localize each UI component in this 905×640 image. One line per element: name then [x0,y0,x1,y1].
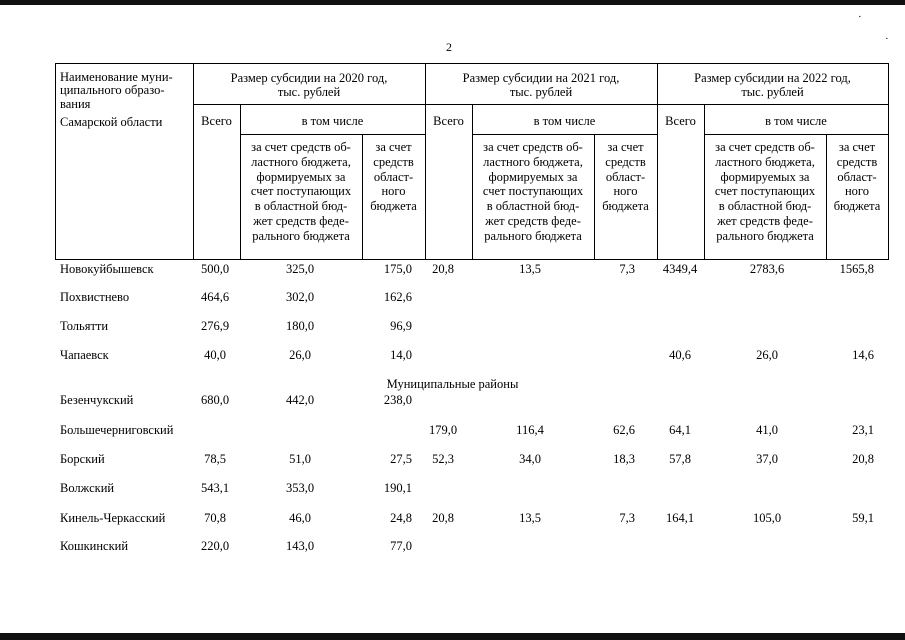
header-bottom-rule [55,259,888,260]
table-top-rule [55,63,888,64]
year-unit: тыс. рублей [741,85,804,99]
cell-value: 180,0 [285,319,315,333]
reg-source-header: средств [373,154,414,169]
incl-header: в том числе [533,114,596,128]
scan-speck: · [858,11,862,23]
cell-value: 77,0 [390,539,412,553]
cell-value: 105,0 [752,511,782,525]
fed-source-header: рального бюджета [716,228,814,243]
cell-value: 13,5 [519,511,541,525]
total-header: Всего [433,114,464,128]
cell-value: 353,0 [285,481,315,495]
cell-value: 116,4 [516,423,544,437]
fed-source-header: ластного бюджета, [483,154,583,169]
fed-source-header: рального бюджета [484,228,582,243]
cell-value: 442,0 [285,393,315,407]
reg-source-header: ного [381,184,406,199]
cell-value: 62,6 [613,423,635,437]
fed-source-header: за счет средств об- [483,140,583,154]
fed-source-header: счет поступающих [250,184,352,199]
cell-value: 40,0 [204,348,226,362]
cell-value: 162,6 [383,290,412,304]
name-column-header: вания [60,96,91,111]
table-right-rule [888,63,889,260]
cell-value: 23,1 [852,423,874,437]
cell-value: 4349,4 [662,262,698,276]
cell-value: 18,3 [613,452,635,466]
fed-source-header: формируемых за [256,169,346,184]
scan-top-edge [0,0,905,5]
cell-value: 57,8 [669,452,691,466]
cell-value: 37,0 [756,452,778,466]
scan-bottom-edge [0,633,905,640]
reg-source-header: за счет [607,140,644,154]
fed-source-header: ластного бюджета, [715,154,815,169]
cell-value: 464,6 [200,290,230,304]
row-name: Безенчукский [60,393,134,407]
scan-speck: · [885,33,889,45]
name-column-header: ципального образо- [60,83,165,98]
cell-value: 500,0 [200,262,230,276]
year-unit: тыс. рублей [277,85,341,99]
cell-value: 26,0 [289,348,311,362]
fed-source-header: за счет средств об- [715,140,815,154]
year-title: Размер субсидии на 2021 год, [462,71,620,85]
cell-value: 14,0 [390,348,412,362]
cell-value: 20,8 [852,452,874,466]
fed-source-header: жет средств феде- [485,214,581,228]
fed-source-header: рального бюджета [252,228,350,243]
fed-source-header: в областной бюд- [486,199,580,214]
year-subheader-rule [657,104,888,105]
reg-source-header: за счет [838,140,876,154]
row-name: Борский [60,452,105,466]
cell-value: 51,0 [289,452,311,466]
cell-value: 64,1 [669,423,691,437]
year-unit: тыс. рублей [509,85,573,99]
reg-source-header: бюджета [602,199,649,214]
cell-value: 70,8 [204,511,226,525]
cell-value: 27,5 [390,452,412,466]
cell-value: 7,3 [619,262,635,276]
cell-value: 40,6 [669,348,691,362]
cell-value: 7,3 [619,511,635,525]
cell-value: 20,8 [432,511,454,525]
cell-value: 14,6 [852,348,874,362]
incl-header: в том числе [765,114,827,128]
cell-value: 20,8 [432,262,454,276]
cell-value: 59,1 [852,511,874,525]
incl-rule [704,134,888,135]
cell-value: 276,9 [200,319,230,333]
total-header: Всего [201,114,232,128]
year-subheader-rule [425,104,657,105]
cell-value: 325,0 [285,262,315,276]
cell-value: 175,0 [383,262,412,276]
cell-value: 46,0 [289,511,311,525]
cell-value: 680,0 [200,393,230,407]
fed-source-header: жет средств феде- [253,214,349,228]
reg-source-header: област- [837,169,877,184]
cell-value: 26,0 [756,348,778,362]
cell-value: 34,0 [519,452,541,466]
cell-value: 220,0 [200,539,230,553]
row-name: Большечерниговский [60,423,174,437]
section-title: Муниципальные районы [386,377,519,391]
row-name: Кинель-Черкасский [60,511,166,525]
cell-value: 13,5 [519,262,541,276]
year-title: Размер субсидии на 2022 год, [694,71,851,85]
year-title: Размер субсидии на 2020 год, [230,71,388,85]
row-name: Тольятти [60,319,109,333]
fed-source-header: в областной бюд- [718,199,812,214]
fed-source-header: в областной бюд- [254,199,348,214]
reg-source-header: бюджета [370,199,417,214]
cell-value: 52,3 [432,452,454,466]
reg-source-header: средств [836,154,878,169]
page-number: 2 [446,40,452,54]
incl-header: в том числе [301,114,364,128]
table-left-rule [55,63,56,260]
name-column-header: Самарской области [60,115,163,130]
fed-source-header: формируемых за [488,169,578,184]
cell-value: 78,5 [204,452,226,466]
row-name: Похвистнево [60,290,130,304]
cell-value: 24,8 [390,511,412,525]
cell-value: 302,0 [285,290,315,304]
fed-source-header: формируемых за [720,169,810,184]
fed-source-header: жет средств феде- [717,214,813,228]
cell-value: 179,0 [428,423,458,437]
total-header: Всего [665,114,696,128]
fed-source-header: ластного бюджета, [251,154,351,169]
cell-value: 164,1 [665,511,695,525]
reg-source-header: средств [605,154,646,169]
reg-source-header: ного [844,184,869,199]
row-name: Новокуйбышевск [60,262,154,276]
fed-source-header: счет поступающих [714,184,816,199]
row-name: Кошкинский [60,539,129,553]
cell-value: 143,0 [285,539,315,553]
incl-rule [240,134,425,135]
reg-source-header: област- [373,169,414,184]
cell-value: 190,1 [383,481,412,495]
cell-value: 96,9 [390,319,412,333]
reg-source-header: област- [605,169,646,184]
cell-value: 1565,8 [839,262,874,276]
cell-value: 2783,6 [749,262,785,276]
year-subheader-rule [193,104,425,105]
reg-source-header: бюджета [833,199,881,214]
cell-value: 41,0 [756,423,778,437]
cell-value: 238,0 [383,393,412,407]
fed-source-header: счет поступающих [482,184,584,199]
row-name: Чапаевск [60,348,109,362]
cell-value: 543,1 [200,481,230,495]
fed-source-header: за счет средств об- [251,140,351,154]
row-name: Волжский [60,481,115,495]
reg-source-header: ного [613,184,638,199]
reg-source-header: за счет [375,140,412,154]
incl-rule [472,134,657,135]
name-column-header: Наименование муни- [60,70,173,84]
